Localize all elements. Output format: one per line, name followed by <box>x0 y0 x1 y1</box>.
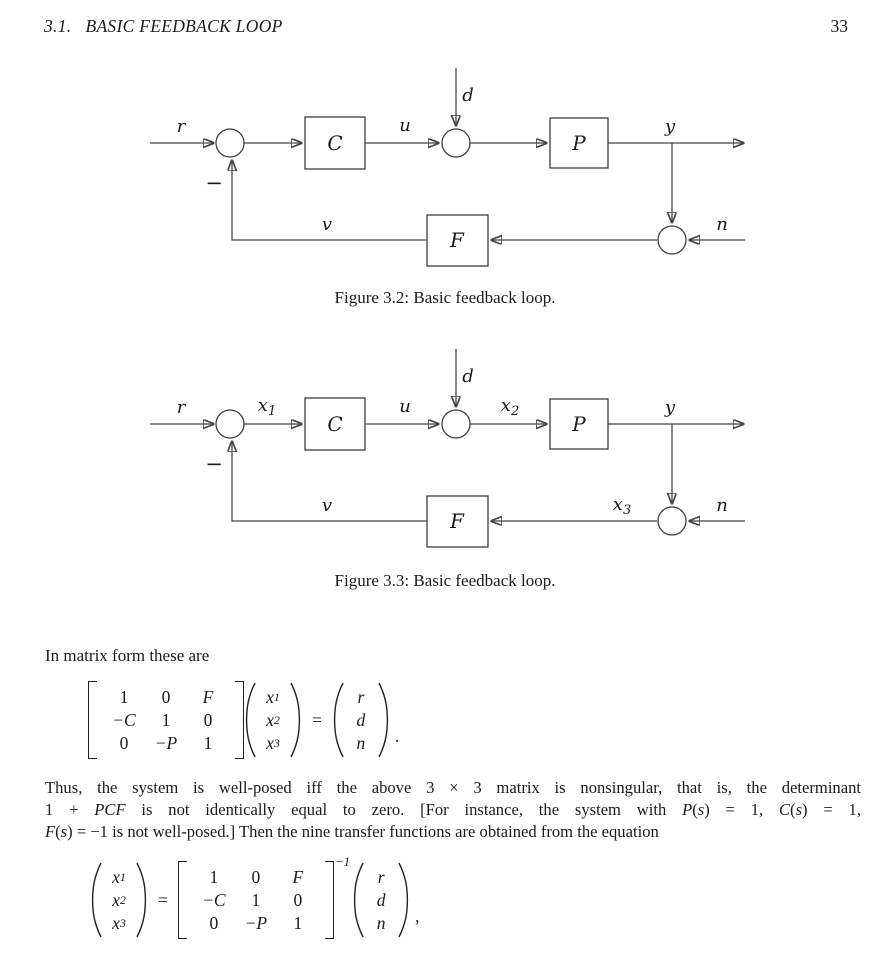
matrix-cell: −C <box>202 889 226 910</box>
equation-punctuation: . <box>394 726 400 746</box>
label-block-F: F <box>450 228 464 252</box>
inverse-exponent: −1 <box>334 854 351 869</box>
right-paren <box>135 861 148 939</box>
text-segment: ) = −1 is not well-posed.] Then the nine transfer functions are obtained from the equation <box>67 821 659 841</box>
vector-cell: x 3 <box>112 912 126 933</box>
coefficient-matrix <box>97 682 235 759</box>
vector-cell: x 2 <box>266 709 280 730</box>
equation-punctuation: , <box>415 906 420 926</box>
state-vector <box>259 686 287 755</box>
state-vector <box>105 866 133 935</box>
equals-sign: = <box>158 889 168 910</box>
vector-cell: x 3 <box>266 732 280 753</box>
page-header <box>44 16 848 37</box>
text-segment: Thus, the system is well-posed iff the above 3 × 3 matrix is nonsingular, that is, the determinant <box>45 778 861 797</box>
matrix-equation-1 <box>88 681 399 759</box>
text-segment: F <box>45 821 56 841</box>
figure-3-3-block-diagram <box>0 345 890 575</box>
left-square-bracket <box>178 861 187 939</box>
summing-junction-3 <box>658 507 686 535</box>
text-segment: ( <box>790 799 796 819</box>
summing-junction-1 <box>216 129 244 157</box>
text-segment: ) = 1, <box>802 799 861 819</box>
label-block-F: F <box>450 509 464 533</box>
summing-junction-1 <box>216 410 244 438</box>
left-paren <box>244 681 257 759</box>
label-x1: $x_1$ <box>257 395 277 419</box>
equals-sign: = <box>312 709 322 730</box>
label-d: d <box>462 366 474 387</box>
matrix-cell: 0 <box>293 889 303 910</box>
text-segment: ( <box>692 799 698 819</box>
matrix-cell: 1 <box>251 889 261 910</box>
vector-cell: r <box>377 866 385 887</box>
vector-cell: r <box>357 686 365 707</box>
label-n: n <box>716 495 728 516</box>
left-paren <box>332 681 345 759</box>
label-n: n <box>716 214 728 235</box>
summing-junction-2 <box>442 129 470 157</box>
label-x2: $x_2$ <box>500 395 520 419</box>
right-paren <box>289 681 302 759</box>
matrix-cell: 0 <box>161 686 171 707</box>
matrix-cell: 0 <box>119 732 129 753</box>
text-segment: s <box>795 799 803 819</box>
matrix-cell: −P <box>244 912 268 933</box>
right-square-bracket <box>325 861 334 939</box>
text-segment: s <box>697 799 705 819</box>
section-heading <box>44 16 283 37</box>
text-segment: ( <box>55 821 61 841</box>
label-d: d <box>462 85 474 106</box>
figure-3-3-caption: Figure 3.3: Basic feedback loop. <box>334 571 556 590</box>
equation-intro-text: In matrix form these are <box>45 646 210 665</box>
label-y: y <box>664 397 676 418</box>
matrix-cell: 1 <box>203 732 213 753</box>
label-minus-sign: − <box>205 171 223 195</box>
section-title: BASIC FEEDBACK LOOP <box>85 16 283 36</box>
label-block-C: C <box>327 131 343 155</box>
label-block-P: P <box>572 131 586 155</box>
label-y: y <box>664 116 676 137</box>
matrix-cell: 1 <box>119 686 129 707</box>
vector-cell: d <box>376 889 386 910</box>
vector-cell: x 1 <box>112 866 126 887</box>
label-u: u <box>399 396 411 417</box>
summing-junction-3 <box>658 226 686 254</box>
label-block-C: C <box>327 412 343 436</box>
text-segment: s <box>60 821 68 841</box>
matrix-equation-2 <box>90 854 420 939</box>
label-r: r <box>176 116 186 137</box>
label-v: v <box>321 214 333 235</box>
matrix-cell: F <box>292 866 304 887</box>
vector-cell: x 1 <box>266 686 280 707</box>
left-square-bracket <box>88 681 97 759</box>
matrix-cell: 0 <box>203 709 213 730</box>
text-segment: ) = 1, <box>704 799 779 819</box>
page-number: 33 <box>830 16 848 36</box>
vector-cell: x 2 <box>112 889 126 910</box>
figure-3-2-block-diagram <box>0 60 890 285</box>
text-segment: 1 + <box>45 799 95 819</box>
right-paren <box>397 861 410 939</box>
vector-cell: n <box>356 732 366 753</box>
label-block-P: P <box>572 412 586 436</box>
text-segment: PCF <box>94 799 126 819</box>
vector-cell: d <box>356 709 366 730</box>
label-u: u <box>399 115 411 136</box>
vector-cell: n <box>376 912 386 933</box>
left-paren <box>352 861 365 939</box>
section-number: 3.1. <box>44 16 72 36</box>
matrix-cell: 0 <box>251 866 261 887</box>
matrix-cell: −P <box>154 732 178 753</box>
matrix-cell: 0 <box>209 912 219 933</box>
label-v: v <box>321 495 333 516</box>
coefficient-matrix <box>187 862 325 939</box>
matrix-cell: −C <box>112 709 136 730</box>
input-vector <box>347 686 375 755</box>
matrix-cell: 1 <box>209 866 219 887</box>
label-x3: $x_3$ <box>612 494 632 518</box>
matrix-cell: 1 <box>293 912 303 933</box>
right-square-bracket <box>235 681 244 759</box>
matrix-cell: 1 <box>161 709 171 730</box>
matrix-cell: F <box>202 686 214 707</box>
text-segment: C <box>778 799 791 819</box>
label-r: r <box>176 397 186 418</box>
summing-junction-2 <box>442 410 470 438</box>
paragraph-line <box>45 777 861 799</box>
left-paren <box>90 861 103 939</box>
text-segment: is not identically equal to zero. [For instance, the system with <box>125 799 683 819</box>
figure-3-2-caption: Figure 3.2: Basic feedback loop. <box>334 288 556 307</box>
paragraph-line <box>45 799 861 821</box>
right-paren <box>377 681 390 759</box>
text-segment: P <box>682 799 693 819</box>
label-minus-sign: − <box>205 452 223 476</box>
input-vector <box>367 866 395 935</box>
body-paragraph <box>45 777 861 842</box>
paragraph-line <box>45 821 861 843</box>
